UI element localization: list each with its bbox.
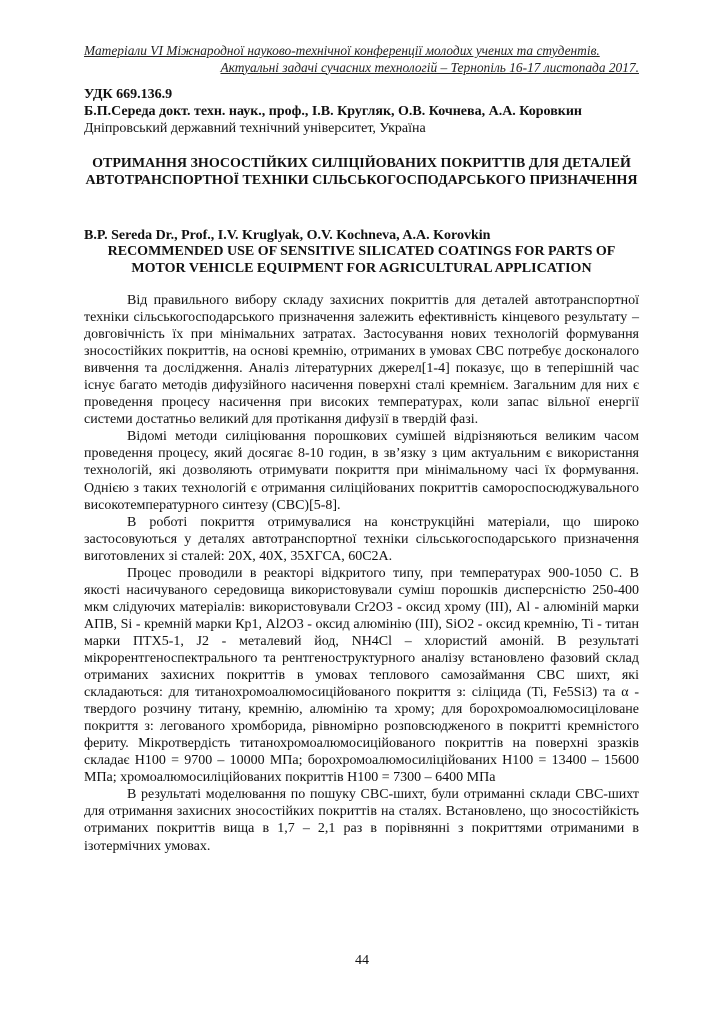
body-text xyxy=(84,292,639,855)
authors-en: B.P. Sereda Dr., Prof., I.V. Kruglyak, O.V. Kochneva, A.A. Korovkin xyxy=(84,228,491,243)
conference-header xyxy=(84,43,639,76)
affiliation: Дніпровський державний технічний університет, Україна xyxy=(84,121,426,136)
page-number: 44 xyxy=(355,953,369,968)
title-ua: ОТРИМАННЯ ЗНОСОСТІЙКИХ СИЛІЦІЙОВАНИХ ПОКРИТТІВ ДЛЯ ДЕТАЛЕЙ АВТОТРАНСПОРТНОЇ ТЕХНІКИ СІЛЬСЬКОГОСПОДАРСЬКОГО ПРИЗНАЧЕННЯ xyxy=(85,156,638,188)
paragraph: В результаті моделювання по пошуку СВС-шихт, були отриманні склади СВС-шихт для отримання захисних зносостійких покриттів на сталях. Встановлено, що зносостійкість отриманих покриттів вища в 1,7 – 2,1 раз в порівнянні з покриттями отриманими в ізотермічних умовах. xyxy=(84,787,639,854)
title-en: RECOMMENDED USE OF SENSITIVE SILICATED COATINGS FOR PARTS OF MOTOR VEHICLE EQUIPMENT FOR AGRICULTURAL APPLICATION xyxy=(107,244,616,276)
paragraph: В роботі покриття отримувалися на конструкційні матеріали, що широко застосовуються у деталях автотранспортної техніки сільськогосподарського призначення виготовлених зі сталей: 20Х, 40Х, 35ХГСА, 60С2А. xyxy=(84,514,639,564)
conference-line-1: Матеріали VI Міжнародної науково-технічної конференції молодих учених та студентів. xyxy=(84,43,600,58)
paragraph: Від правильного вибору складу захисних покриттів для деталей автотранспортної техніки сільськогосподарського призначення залежить ефективність кінцевого результату – довговічність їх при мінімальних затратах. Застосування нових технологій формування зносостійких покриттів, на основі кремнію, отриманих в умовах СВС потребує досконалого вивчення та дослідження. Аналіз літературних джерел[1-4] показує, що в теперішній час існує багато методів дифузійного насичення поверхні сталі кремнієм. Загальним для них є проведення процесу насичення при високих температурах, коли запас вільної енергії системи достатньо великий для протікання дифузії в твердій фазі. xyxy=(84,293,639,428)
authors-ua: Б.П.Середа докт. техн. наук., проф., І.В. Кругляк, О.В. Кочнева, А.А. Коровкин xyxy=(84,104,582,119)
conference-line-2: Актуальні задачі сучасних технологій – Тернопіль 16-17 листопада 2017. xyxy=(220,59,639,75)
paragraph: Відомі методи силіціювання порошкових сумішей відрізняються великим часом проведення процесу, який досягає 8-10 годин, в зв’язку з цим актуальним є використання технологій, які дозволяють отримувати покриття при мінімальному часі їх формування. Однією з таких технологій є отримання силіційованих покриттів самороспосюджувального високотемпературного синтезу (СВС)[5-8]. xyxy=(84,429,639,513)
paragraph: Процес проводили в реакторі відкритого типу, при температурах 900-1050 С. В якості насичуваного середовища використовували суміш порошків дисперсністю 250-400 мкм слідуючих матеріалів: використовували Cr2O3 - оксид хрому (III), Al - алюміній марки АПВ, Si - кремній марки Кр1, Al2O3 - оксид алюмінію (III), SiO2 - оксид кремнію, Ti - титан марки ПТХ5-1, J2 - металевий йод, NH4Cl – хлористий амоній. В результаті мікрорентгеноспектрального та рентгеноструктурного аналізу встановлено фазовий склад отриманих захисних покриттів в умовах теплового самозаймання СВС шихт, які складаються: для титанохромоалюмосиційованого покриття з: сіліцида (Ti, Fe5Si3) та α - твердого розчину титану, кремнію, алюмінію та хрому; для борохромоалюмосиціловане покриття з: легованого хромборида, рівномірно розповсюдженого в покритті кремністого фериту. Мікротвердість титанохромоалюмосиційованого покриттів на поверхні зразків складає Н100 = 9700 – 10000 МПа; борохромоалюмосиліційованих Н100 = 13400 – 15600 МПа; хромоалюмосиліційованих покриттів Н100 = 7300 – 6400 МПа xyxy=(84,565,639,786)
udk-code: УДК 669.136.9 xyxy=(84,87,173,102)
